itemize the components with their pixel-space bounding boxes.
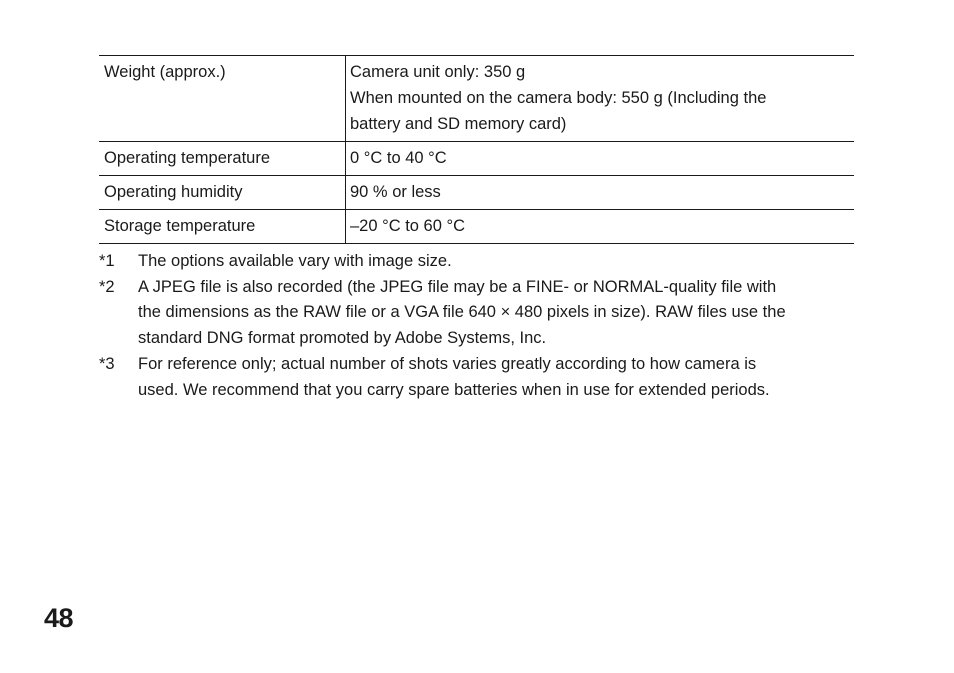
footnote-text [138, 352, 839, 403]
spec-value [346, 142, 855, 176]
spec-value-line: –20 °C to 60 °C [350, 217, 466, 235]
spec-value-line: 0 °C to 40 °C [350, 149, 447, 167]
table-row [99, 142, 854, 176]
footnote-text [138, 249, 839, 275]
footnote-line: used. We recommend that you carry spare batteries when in use for extended periods. [138, 380, 770, 399]
spec-label: Storage temperature [99, 210, 346, 244]
footnote-line: A JPEG file is also recorded (the JPEG file may be a FINE- or NORMAL-quality file with [138, 277, 777, 296]
spec-value-line: 90 % or less [350, 183, 441, 201]
footnote-marker: *1 [99, 252, 115, 270]
spec-value [346, 176, 855, 210]
table-row [99, 210, 854, 244]
spec-value [346, 56, 855, 142]
footnote-2 [99, 275, 839, 352]
spec-label: Operating humidity [99, 176, 346, 210]
spec-table [99, 55, 854, 244]
spec-value [346, 210, 855, 244]
table-row [99, 56, 854, 142]
footnote-line: For reference only; actual number of shots varies greatly according to how camera is [138, 354, 757, 373]
table-row [99, 176, 854, 210]
footnote-line: standard DNG format promoted by Adobe Systems, Inc. [138, 329, 547, 348]
footnote-text [138, 275, 839, 352]
spec-value-line: Camera unit only: 350 g [350, 63, 526, 81]
footnote-1 [99, 249, 839, 275]
page-number: 48 [44, 603, 74, 633]
footnote-line: The options available vary with image size. [138, 252, 452, 270]
spec-label: Weight (approx.) [99, 56, 346, 142]
spec-value-line: When mounted on the camera body: 550 g (Including the [350, 89, 767, 107]
footnote-3 [99, 352, 839, 403]
footnote-line: the dimensions as the RAW file or a VGA file 640 × 480 pixels in size). RAW files use the [138, 303, 786, 322]
footnote-marker: *3 [99, 354, 115, 373]
spec-value-line: battery and SD memory card) [350, 115, 567, 133]
footnote-marker: *2 [99, 277, 115, 296]
spec-label: Operating temperature [99, 142, 346, 176]
footnotes [99, 249, 839, 403]
